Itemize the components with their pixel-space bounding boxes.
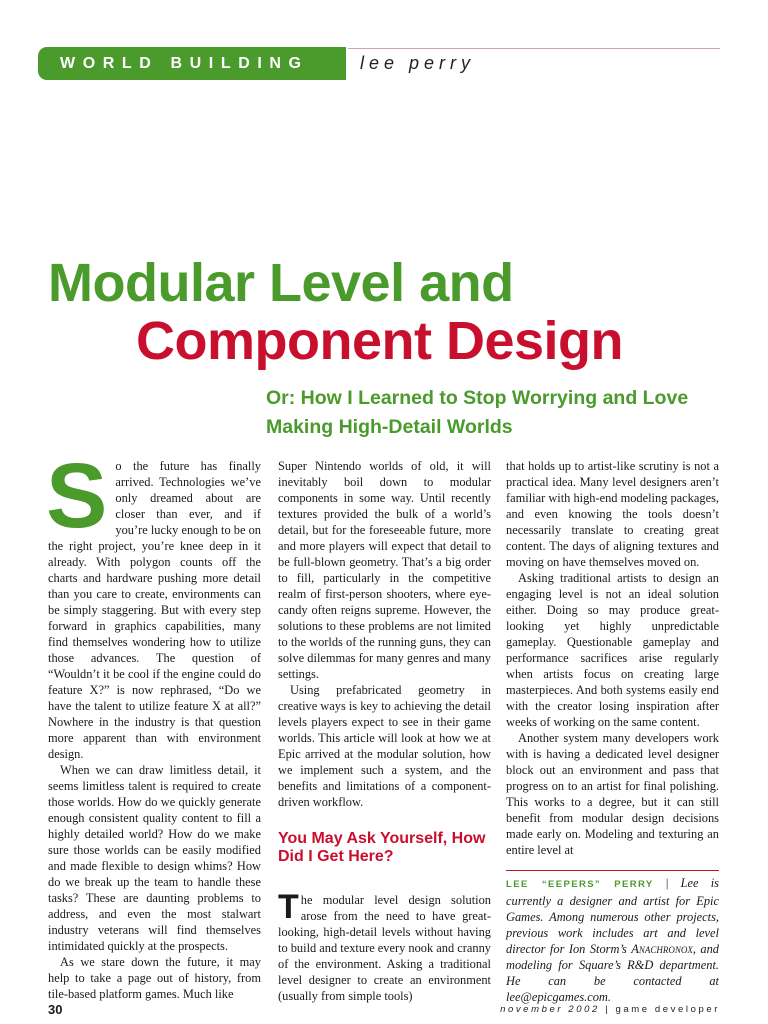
paragraph: When we can draw limitless detail, it seems limitless talent is required to create those worlds. How do we quickly generate enough consistent quality content to fill a highly detailed world? How do we make sure those worlds can be easily modified and made flexible to design whims? How do we break up the team to handle these tasks? These are daunting problems to address, and even the most stalwart industry veterans will find themselves intimidated quickly at the prospects. — [48, 763, 261, 953]
body-column-1 — [46, 445, 261, 1002]
header-author: lee perry — [360, 53, 476, 73]
bio-divider — [506, 870, 719, 871]
paragraph — [278, 888, 491, 1004]
section-label-tab: WORLD BUILDING — [38, 47, 346, 80]
paragraph: Another system many developers work with is having a dedicated level designer block out an environment and pass that progress on to an artist for final polishing. This works to a degree, but it can still benefit from modular design decisions made early on. Modeling and texturing an entire level at — [506, 731, 719, 857]
author-bio — [506, 875, 719, 1005]
header-rule — [348, 48, 720, 49]
article-subtitle: Or: How I Learned to Stop Worrying and Love Making High-Detail Worlds — [266, 387, 689, 438]
paragraph-text: o the future has finally arrived. Technologies we’ve only dreamed about are closer than ever, and if you’re lucky enough to be on the right project, you’re knee deep in it already. With polygon counts off the charts and hardware pushing more detail than you care to create, environments can be simply staggering. But with every step forward in graphics capabilities, many find themselves wondering how to utilize those advances. The question of “Wouldn’t it be cool if the engine could do feature X?” is now rephrased, “Do we have the talent to utilize feature X at all?” Nowhere in the industry is that question more apparent than with environment design. — [48, 459, 261, 761]
section-heading: You May Ask Yourself, How Did I Get Here? — [278, 830, 486, 865]
paragraph: Asking traditional artists to design an engaging level is not an ideal solution either. Doing so may produce great-looking yet highly unpredictable gameplay. Questionable gameplay and performance sacrifices arise regularly when artists focus on creating large masterpieces. And both systems easily end with the creator losing inspiration after weeks of working on the same content. — [506, 571, 719, 729]
paragraph: that holds up to artist-like scrutiny is not a practical idea. Many level designers aren’t familiar with high-end modeling packages, and even knowing the tools doesn’t necessarily translate to creating great content. The days of aligning textures and moving on have themselves moved on. — [506, 459, 719, 569]
paragraph — [46, 445, 261, 762]
body-column-3 — [506, 458, 719, 1005]
article-title-line-1: Modular Level and — [48, 253, 514, 313]
footer-magazine: game developer — [615, 1004, 720, 1015]
paragraph-text: he modular level design solution arose from the need to have great-looking, high-detail levels without having to build and texture every nook and cranny of the environment. Asking a traditional level designer to create an environment (usually from simple tools) — [278, 893, 491, 1003]
author-bio-text: Lee is currently a designer and artist for Epic Games. Among numerous other projects, previous work includes art and level director for Ion Storm’s — [506, 876, 719, 956]
footer-issue: november 2002 — [500, 1004, 600, 1015]
paragraph: Super Nintendo worlds of old, it will inevitably boil down to modular components in some way. Until recently textures provided the bulk of a world’s detail, but for the foreseeable future, more and more players will expect that detail to be full-blown geometry. That’s a big order to fill, particularly in the competitive realm of first-person shooters, where eye-candy often reigns supreme. However, the solutions to these problems are not limited to the worlds of the running guns, they can solve dilemmas for many genres and many settings. — [278, 459, 491, 681]
paragraph: Using prefabricated geometry in creative ways is key to achieving the detail levels players expect to see in their game worlds. This article will look at how we at Epic arrived at the modular solution, how we implement such a system, and the benefits and limitations of a component-driven workflow. — [278, 683, 491, 809]
body-column-2 — [278, 458, 491, 1004]
drop-cap: S — [46, 445, 108, 547]
footer-issue-line — [500, 1004, 720, 1015]
page-number: 30 — [48, 1002, 63, 1017]
footer-separator: | — [605, 1004, 611, 1015]
paragraph: As we stare down the future, it may help to take a page out of history, from tile-based platform games. Much like — [48, 955, 261, 1001]
bio-separator: | — [665, 876, 669, 890]
author-bio-text-end: , and modeling for Square’s R&D department. He can be contacted at lee@epicgames.com. — [506, 942, 719, 1004]
article-title-line-2: Component Design — [136, 311, 623, 371]
author-bio-name: LEE “EEPERS” PERRY — [506, 879, 654, 890]
game-title: Anachronox — [631, 942, 693, 956]
drop-cap: T — [278, 888, 299, 926]
